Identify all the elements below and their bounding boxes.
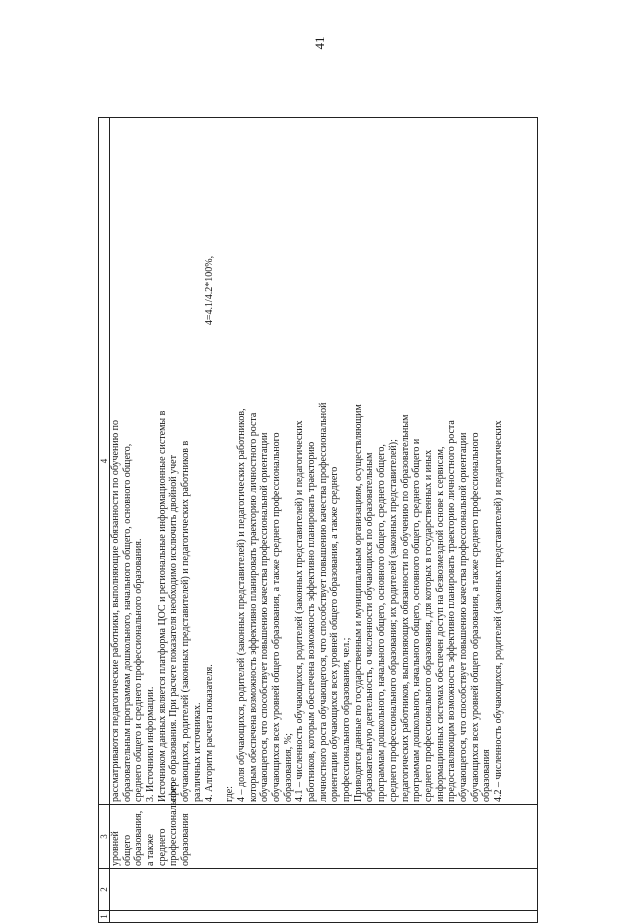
text-line: 4 – доля обучающихся, родителей (законных представителей) и педагогических работников, [235,407,247,802]
header-row [98,117,109,922]
formula: 4=4.1/4.2*100%, [203,255,214,325]
text-line: ориентации обучающихся всех уровней общего образования, а также среднего [328,466,340,802]
definition-4-1 [294,120,493,802]
text-line: образования [480,748,492,802]
cell-col-2 [109,868,537,910]
text-line: обучающихся, родителей (законных представителей) и педагогических работников в [179,440,191,802]
text-line: работников, которым обеспечена возможность эффективно планировать траекторию [305,441,317,802]
algorithm-heading: 4. Алгоритм расчета показателя. [203,663,214,802]
text-line: личностного роста обучающегося, что способствует повышению качества профессиональной [317,401,329,802]
header-col-2: 2 [98,868,109,910]
indicator-table [98,117,538,923]
text-line: различных источниках. [191,702,203,802]
text-line: информационных системах обеспечен доступ на безвозмездной основе к сервисам, [434,446,446,802]
text-line: обучающегося, что способствует повышению качества профессиональной ориентации [258,431,270,802]
text-line: профессионального образования, чел.; [340,637,352,802]
method-intro [110,120,204,802]
definition-4 [235,120,293,802]
text-line: обучающегося, что способствует повышению качества профессиональной ориентации [457,431,469,802]
text-line: педагогических работников, выполняющих обязанности по обучению по образовательным [399,414,410,802]
where-label: где: [223,785,235,802]
text-line: образования, %; [282,732,294,802]
text-line: обучающихся всех уровней общего образования, а также среднего профессионального [469,432,481,802]
definition-4-2 [493,120,505,802]
text-line: программам дошкольного, начального общего, основного общего, среднего общего и [410,438,422,802]
algorithm-line [203,120,215,802]
text-line: 4.1 – численность обучающихся, родителей (законных представителей) и педагогических [293,419,305,802]
text-line: среднего общего и среднего профессионального образования. [132,537,144,802]
text-line: обучающихся всех уровней общего образования, а также среднего профессионального [270,432,282,802]
header-col-3: 3 [98,804,109,868]
header-col-1: 1 [98,910,109,922]
text-line: рассматриваются педагогические работники, выполняющие обязанности по обучению по [109,419,121,802]
table-row [109,117,537,922]
cell-col-4 [109,117,537,804]
text-line: программам дошкольного, начального общего, основного общего, среднего общего, [375,443,387,802]
text-line: которым обеспечена возможность эффективно планировать траекторию личностного роста [247,412,259,802]
rotated-table-container [98,118,538,923]
page-number: 41 [312,36,327,50]
text-line: предоставляющим возможность эффективно планировать траекторию личностного роста [445,419,457,802]
text-line: среднего профессионального образования, для которых в государственных и иных [422,449,434,802]
text-line: образовательным программам дошкольного, начального общего, основного общего, [121,443,133,802]
text-line: Источником данных является платформа ЦОС и региональные информационные системы в [156,410,168,802]
cell-col-1 [109,910,537,922]
header-col-4: 4 [98,117,109,804]
text-line: Приводятся данные по государственным и муниципальным организациям, осуществляющим [352,403,364,802]
text-line: образовательную деятельность, о численности обучающихся по образовательным [363,452,375,802]
cell-col-3: уровней общего образования, а также среднего профессионального образования [109,804,537,868]
text-line: среднего профессионального образования; их родителей (законных представителей); [387,438,399,802]
text-line: сфере образования. При расчете показателя необходимо исключить двойной учет [167,454,179,802]
text-line: 3. Источники информации. [144,686,156,802]
text-line: 4.2 – численность обучающихся, родителей (законных представителей) и педагогических [492,419,504,802]
